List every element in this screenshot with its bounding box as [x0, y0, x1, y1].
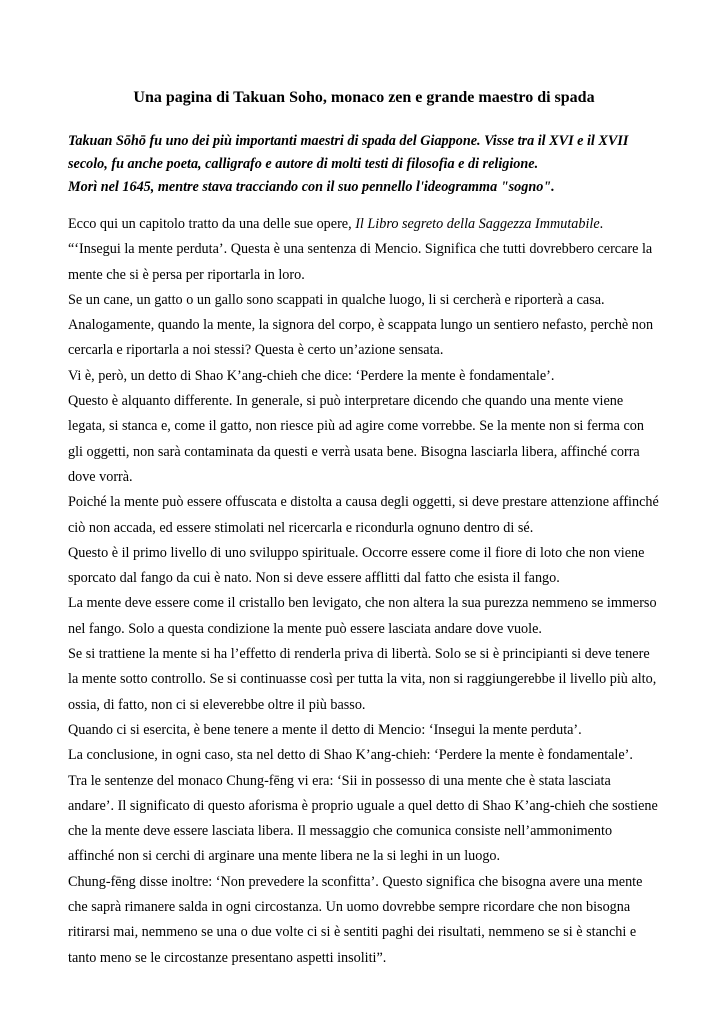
paragraph: Poiché la mente può essere offuscata e distolta a causa degli oggetti, si deve prestare attenzione affinché ciò non accada, ed essere stimolati nel ricercarla e ricondurla ognuno dentro di sé. — [68, 494, 659, 536]
paragraph: Questo è il primo livello di uno sviluppo spirituale. Occorre essere come il fiore di loto che non viene sporcato dal fango da cui è nato. Non si deve essere afflitti dal fatto che esista il fango. — [68, 544, 645, 587]
document-body — [68, 212, 660, 971]
paragraph: La mente deve essere come il cristallo ben levigato, che non altera la sua purezza nemmeno se immerso nel fango. Solo a questa condizione la mente può essere lasciata andare dove vuole. — [68, 595, 657, 637]
document-title: Una pagina di Takuan Soho, monaco zen e grande maestro di spada — [133, 89, 595, 106]
paragraph: Se si trattiene la mente si ha l’effetto di renderla priva di libertà. Solo se si è principianti si deve tenere la mente sotto controllo. Se si continuasse così per tutta la vita, non si raggiungerebbe il livello più alto, ossia, di fatto, non ci si eleverebbe oltre il più basso. — [68, 646, 657, 713]
paragraph: Se un cane, un gatto o un gallo sono scappati in qualche luogo, li si cercherà e riporterà a casa. Analogamente, quando la mente, la signora del corpo, è scappata lungo un sentiero nefasto, perchè non cercarla e riportarla a noi stessi? Questa è certo un’azione sensata. — [68, 291, 654, 359]
paragraph: Tra le sentenze del monaco Chung-fēng vi era: ‘Sii in possesso di una mente che è stata lasciata andare’. Il significato di questo aforisma è proprio uguale a quel detto di Shao K’ang-chieh che sostiene che la mente deve essere lasciata libera. Il messaggio che comunica consiste nell’ammonimento affinché non si cerchi di arginare una mente libera ne la si leghi in un luogo. — [68, 772, 658, 865]
intro-line: secolo, fu anche poeta, calligrafo e autore di molti testi di filosofia e di religione. — [68, 156, 539, 172]
document-page — [68, 88, 660, 971]
intro-line: Morì nel 1645, mentre stava tracciando con il suo pennello l'ideogramma "sogno". — [68, 179, 555, 195]
paragraph: Questo è alquanto differente. In generale, si può interpretare dicendo che quando una mente viene legata, si stanca e, come il gatto, non riesce più ad agire come vorrebbe. Se la mente non si ferma con gli oggetti, non sarà contaminata da questi e verrà usata bene. Bisogna lasciarla libera, affinché corra dove vorrà. — [68, 393, 644, 485]
book-title: Il Libro segreto della Saggezza Immutabile — [355, 216, 600, 232]
paragraph: “‘Insegui la mente perduta’. Questa è una sentenza di Mencio. Significa che tutti dovrebbero cercare la mente che si è persa per riportarla in loro. — [68, 241, 653, 283]
intro-line: Takuan Sōhō fu uno dei più importanti maestri di spada del Giappone. Visse tra il XVI e il XVII — [68, 133, 629, 149]
paragraph: Vi è, però, un detto di Shao K’ang-chieh che dice: ‘Perdere la mente è fondamentale’. — [68, 367, 555, 384]
lead-suffix: . — [599, 216, 604, 232]
lead-paragraph — [68, 212, 660, 237]
intro-block — [68, 130, 660, 199]
paragraph: Quando ci si esercita, è bene tenere a mente il detto di Mencio: ‘Insegui la mente perduta’. — [68, 721, 582, 738]
lead-prefix: Ecco qui un capitolo tratto da una delle sue opere, — [68, 216, 356, 232]
paragraph: La conclusione, in ogni caso, sta nel detto di Shao K’ang-chieh: ‘Perdere la mente è fondamentale’. — [68, 747, 633, 764]
paragraph: Chung-fēng disse inoltre: ‘Non prevedere la sconfitta’. Questo significa che bisogna avere una mente che saprà rimanere salda in ogni circostanza. Un uomo dovrebbe sempre ricordare che non bisogna ritirarsi mai, nemmeno se una o due volte ci si è sentiti paghi dei risultati, nemmeno se si è stanchi e tanto meno se le circostanze presentano aspetti insoliti”. — [68, 873, 643, 966]
